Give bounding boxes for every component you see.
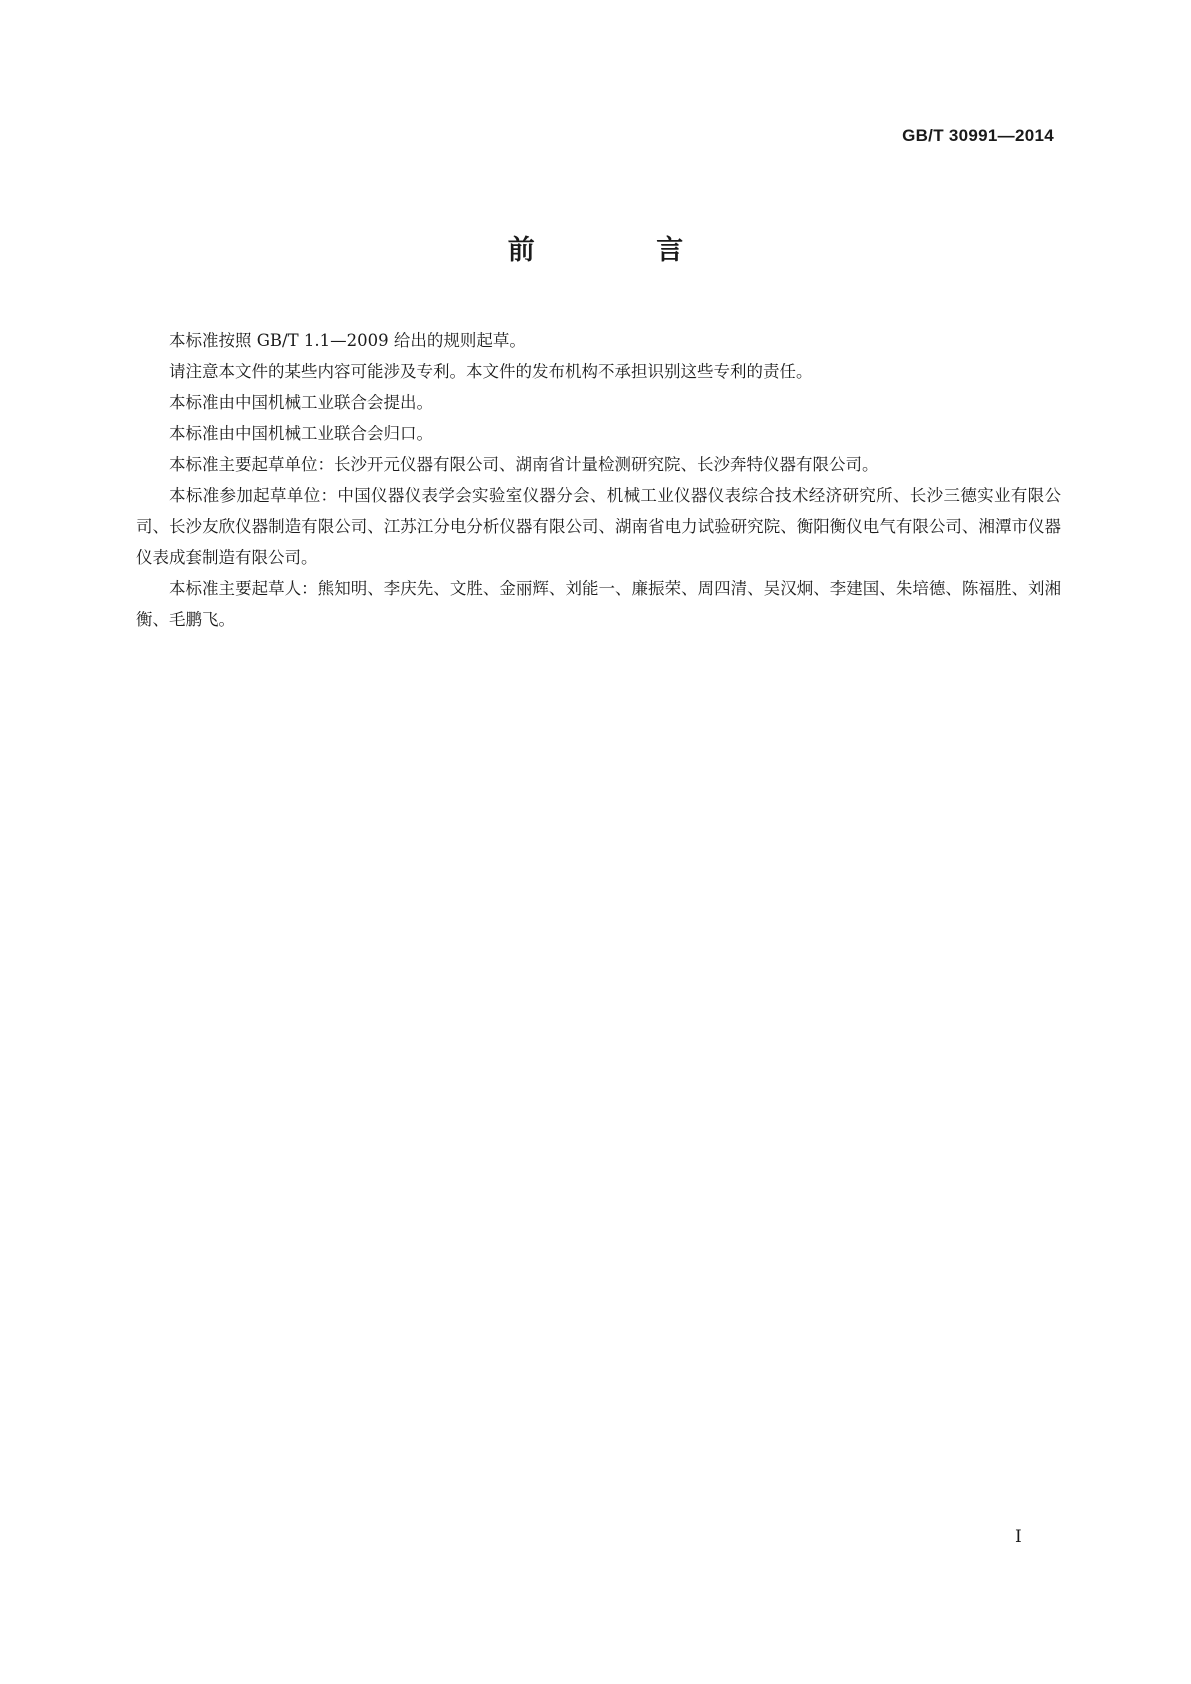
page-title: 前 言 [507, 235, 740, 266]
paragraph-proposed-by: 本标准由中国机械工业联合会提出。 [169, 393, 433, 412]
paragraph-main-drafting-units: 本标准主要起草单位：长沙开元仪器有限公司、湖南省计量检测研究院、长沙奔特仪器有限公司。 [169, 455, 879, 474]
paragraph-drafting-rules: 本标准按照 GB/T 1.1—2009 给出的规则起草。 [169, 331, 526, 350]
paragraph-participating-units: 本标准参加起草单位：中国仪器仪表学会实验室仪器分会、机械工业仪器仪表综合技术经济研究所、长沙三德实业有限公司、长沙友欣仪器制造有限公司、江苏江分电分析仪器有限公司、湖南省电力试验研究院、衡阳衡仪电气有限公司、湘潭市仪器仪表成套制造有限公司。 [136, 486, 1061, 567]
page-number: I [1015, 1527, 1022, 1547]
paragraph-main-drafters: 本标准主要起草人：熊知明、李庆先、文胜、金丽辉、刘能一、廉振荣、周四清、吴汉炯、李建国、朱培德、陈福胜、刘湘衡、毛鹏飞。 [136, 579, 1061, 629]
standard-code: GB/T 30991—2014 [902, 126, 1054, 145]
paragraph-patent-notice: 请注意本文件的某些内容可能涉及专利。本文件的发布机构不承担识别这些专利的责任。 [169, 362, 813, 381]
foreword-body [136, 325, 1061, 635]
paragraph-managed-by: 本标准由中国机械工业联合会归口。 [169, 424, 433, 443]
